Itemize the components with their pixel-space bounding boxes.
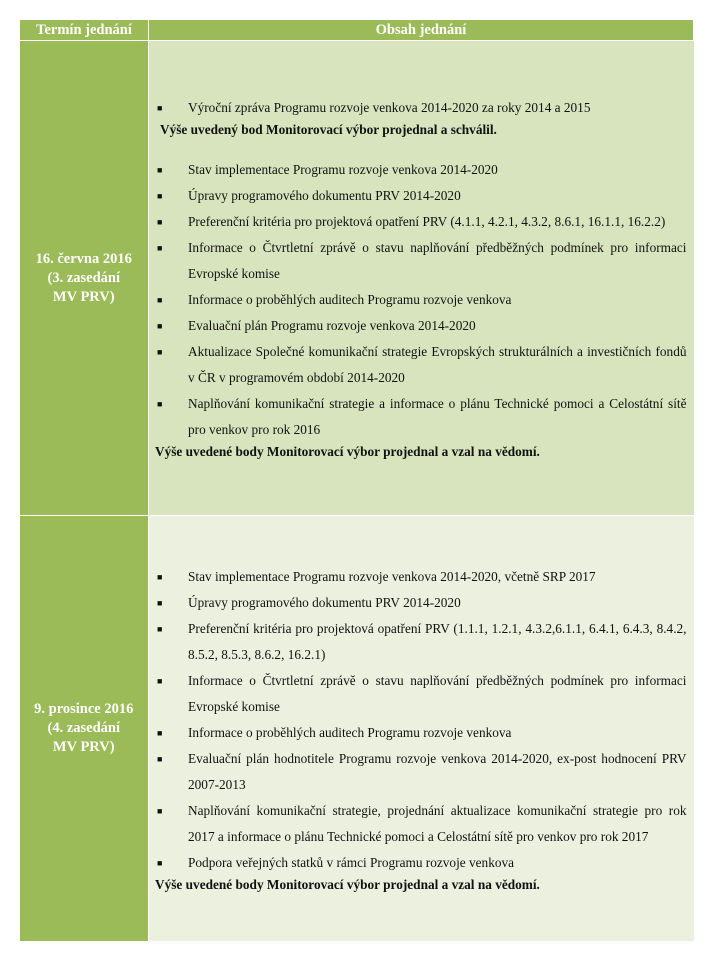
square-bullet-icon: ■ [157,321,163,331]
list-item: ■ Evaluační plán Programu rozvoje venkova 2014-2020 [155,313,687,339]
resolution-note: Výše uvedený bod Monitorovací výbor projednal a schválil. [160,122,497,137]
resolution-note: Výše uvedené body Monitorovací výbor projednal a vzal na vědomí. [155,876,540,892]
meeting-content-cell [149,41,694,516]
square-bullet-icon: ■ [157,165,163,175]
list-item: ■ Preferenční kritéria pro projektová opatření PRV (4.1.1, 4.2.1, 4.3.2, 8.6.1, 16.1.1, 16.2.2) [155,209,687,235]
header-content: Obsah jednání [149,20,694,41]
square-bullet-icon: ■ [157,753,163,764]
agenda-list [155,157,687,443]
list-item: ■ Podpora veřejných statků v rámci Programu rozvoje venkova [155,850,687,876]
square-bullet-icon: ■ [157,243,163,253]
list-item: ■ Naplňování komunikační strategie a informace o plánu Technické pomoci a Celostátní sítě pro venkov pro rok 2016 [155,391,687,443]
header-term: Termín jednání [20,20,149,41]
square-bullet-icon: ■ [157,217,163,227]
square-bullet-icon: ■ [157,103,163,113]
list-item: ■ Evaluační plán hodnotitele Programu rozvoje venkova 2014-2020, ex-post hodnocení PRV 2007-2013 [155,746,687,798]
square-bullet-icon: ■ [157,727,163,738]
square-bullet-icon: ■ [157,295,163,305]
square-bullet-icon: ■ [157,191,163,201]
agenda-list [155,564,687,876]
list-item: ■ Informace o Čtvrtletní zprávě o stavu naplňování předběžných podmínek pro informaci Evropské komise [155,235,687,287]
square-bullet-icon: ■ [157,623,163,634]
meeting-number: (4. zasedání [47,720,120,736]
square-bullet-icon: ■ [157,399,163,409]
meeting-body: MV PRV) [52,739,115,755]
table-header-row [20,20,694,41]
list-item: ■ Informace o proběhlých auditech Programu rozvoje venkova [155,287,687,313]
list-item: ■ Stav implementace Programu rozvoje venkova 2014-2020, včetně SRP 2017 [155,564,687,590]
meeting-content-cell [149,516,694,942]
meetings-table [19,19,694,941]
list-item: ■ Stav implementace Programu rozvoje venkova 2014-2020 [155,157,687,183]
agenda-list [155,95,687,121]
table-row [20,41,694,516]
square-bullet-icon: ■ [157,347,163,357]
list-item: ■ Úpravy programového dokumentu PRV 2014-2020 [155,590,687,616]
table-row [20,516,694,942]
meeting-date: 9. prosince 2016 [34,701,134,717]
meeting-number: (3. zasedání [47,269,120,286]
list-item: ■ Aktualizace Společné komunikační strategie Evropských strukturálních a investičních fondů v ČR v programovém období 2014-2020 [155,339,687,391]
square-bullet-icon: ■ [157,571,163,582]
square-bullet-icon: ■ [157,597,163,608]
resolution-note: Výše uvedené body Monitorovací výbor projednal a vzal na vědomí. [155,444,540,459]
list-item: ■ Naplňování komunikační strategie, projednání aktualizace komunikační strategie pro rok 2017 a informace o plánu Technické pomoci a Celostátní sítě pro venkov pro rok 2017 [155,798,687,850]
list-item: ■ Informace o Čtvrtletní zprávě o stavu naplňování předběžných podmínek pro informaci Evropské komise [155,668,687,720]
list-item: ■ Preferenční kritéria pro projektová opatření PRV (1.1.1, 1.2.1, 4.3.2,6.1.1, 6.4.1, 6.4.3, 8.4.2, 8.5.2, 8.5.3, 8.6.2, 16.2.1) [155,616,687,668]
list-item: ■ Informace o proběhlých auditech Programu rozvoje venkova [155,720,687,746]
meeting-date-cell [20,41,149,516]
meeting-date: 16. června 2016 [35,250,132,267]
meeting-body: MV PRV) [52,288,115,305]
list-item: ■ Úpravy programového dokumentu PRV 2014-2020 [155,183,687,209]
meeting-date-cell [20,516,149,942]
square-bullet-icon: ■ [157,675,163,686]
list-item: ■ Výroční zpráva Programu rozvoje venkova 2014-2020 za roky 2014 a 2015 [155,95,687,121]
square-bullet-icon: ■ [157,805,163,816]
square-bullet-icon: ■ [157,857,163,868]
